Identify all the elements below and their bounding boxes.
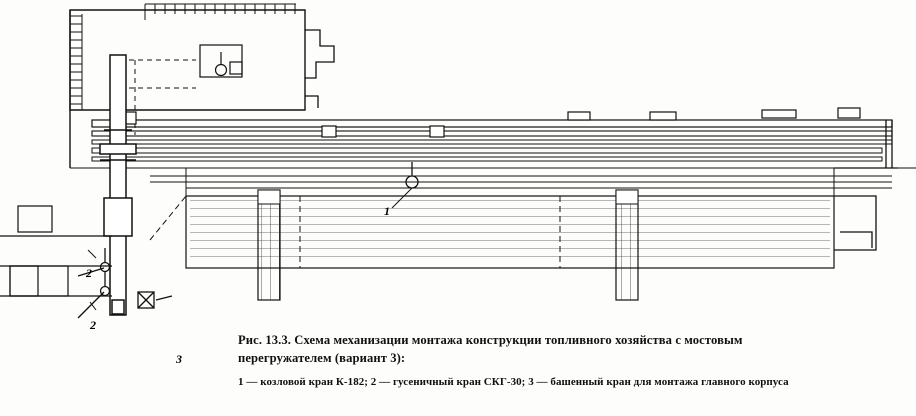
caption-line-1: Рис. 13.3. Схема механизации монтажа конструкции топливного хозяйства с мостовым <box>238 333 743 347</box>
hall-floor-grid <box>186 168 834 268</box>
machine-room-inner <box>200 45 242 77</box>
crawler-crane-skg30-upper <box>78 248 110 276</box>
roof-ribs-top <box>145 4 296 20</box>
conveyor-gallery-lines <box>150 176 892 188</box>
figure-caption <box>238 332 908 390</box>
left-foundation-blocks <box>0 206 112 296</box>
caption-line-2: перегружателем (вариант 3): <box>238 350 406 365</box>
tower-crane-marker <box>138 292 172 308</box>
crawler-crane-skg30-lower <box>78 272 110 318</box>
overhead-reloader-bridge <box>92 120 892 161</box>
callout-2a: 2 <box>86 266 92 280</box>
callout-3: 3 <box>176 352 182 366</box>
callout-1: 1 <box>384 204 390 218</box>
caption-legend: 1 — козловой кран К-182; 2 — гусеничный кран СКГ-30; 3 — башенный кран для монтажа главного корпуса <box>238 375 789 388</box>
right-roof-step <box>305 30 334 108</box>
bridge-crane-hook <box>406 162 418 188</box>
wall-tick-marks-left <box>70 14 82 110</box>
callout-2b: 2 <box>90 318 96 332</box>
